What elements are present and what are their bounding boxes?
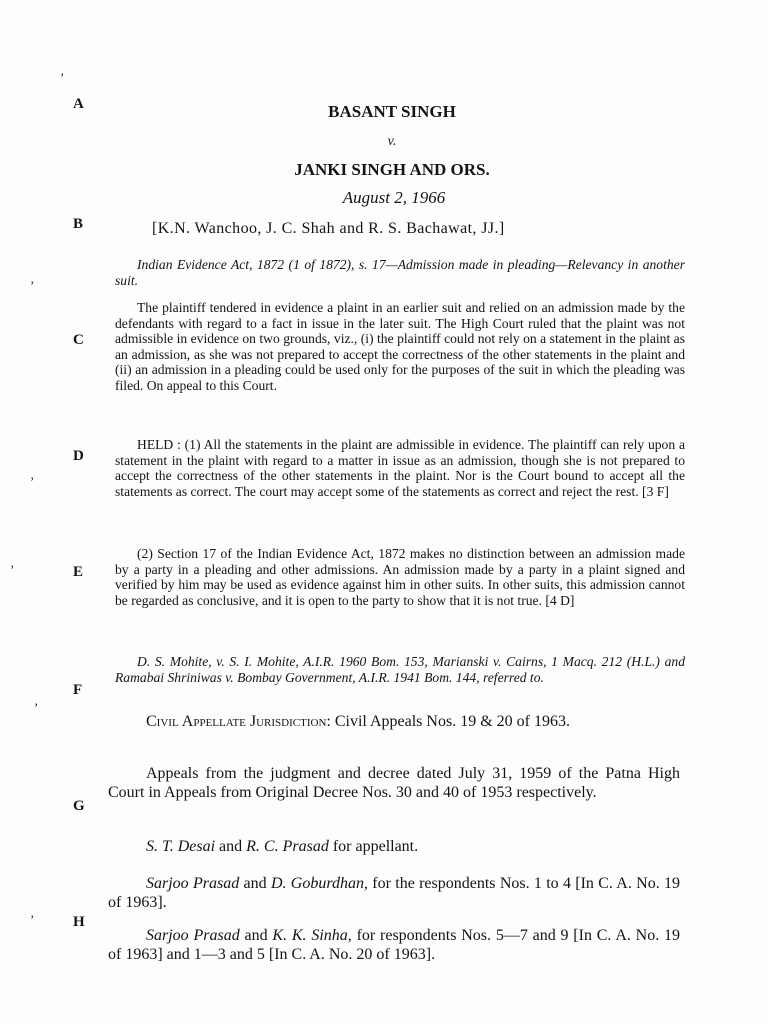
held-paragraph-2	[115, 546, 685, 608]
counsel-1-name-a: S. T. Desai	[146, 838, 216, 855]
margin-mark: ’	[30, 912, 35, 927]
margin-mark: ’	[30, 474, 35, 489]
counsel-2-name-a: Sarjoo Prasad	[146, 875, 240, 892]
margin-letter-h: H	[73, 914, 85, 930]
jurisdiction-text: : Civil Appeals Nos. 19 & 20 of 1963.	[326, 713, 570, 730]
counsel-appellant	[108, 838, 680, 857]
party-one: BASANT SINGH	[328, 102, 456, 121]
margin-letter-c: C	[73, 332, 84, 348]
margin-mark: ’	[34, 700, 39, 715]
counsel-1-name-b: R. C. Prasad	[246, 838, 329, 855]
margin-mark: ’	[10, 562, 15, 577]
margin-letter-b: B	[73, 216, 84, 232]
counsel-respondents-2	[108, 927, 680, 964]
counsel-3-name-a: Sarjoo Prasad	[146, 927, 240, 944]
margin-mark: ’	[30, 278, 35, 293]
margin-mark: ’	[60, 70, 65, 85]
margin-letter-g: G	[73, 798, 85, 814]
counsel-respondents-1	[108, 875, 680, 912]
margin-letter-e: E	[73, 564, 84, 580]
held-paragraph-1	[115, 437, 685, 499]
headnote	[115, 257, 685, 288]
versus: v.	[387, 134, 397, 149]
facts-paragraph	[115, 300, 685, 394]
jurisdiction-label: Civil Appellate Jurisdiction	[146, 713, 327, 730]
margin-letter-d: D	[73, 448, 84, 464]
held-1-text: HELD : (1) All the statements in the plaint are admissible in evidence. The plaintiff can rely upon a statement in the plaint with regard to a matter in issue as an admission, though she is not prepared to accept the correctness of the other statements in the plaint. Nor is the Court bound to accept all the statements as correct. The court may accept some of the statements as correct and reject the rest. [3 F]	[115, 437, 685, 499]
bench: [K.N. Wanchoo, J. C. Shah and R. S. Bachawat, JJ.]	[152, 220, 505, 237]
appeals-text: Appeals from the judgment and decree dated July 31, 1959 of the Patna High Court in Appeals from Original Decree Nos. 30 and 40 of 1953 respectively.	[108, 765, 680, 801]
appeals-paragraph	[108, 765, 680, 802]
held-2-text: (2) Section 17 of the Indian Evidence Act, 1872 makes no distinction between an admission made by a party in a pleading and other admissions. An admission made by a party in a plaint signed and verified by him may be used as evidence against him in other suits. In other suits, this admission cannot be regarded as conclusive, and it is open to the party to show that it is not true. [4 D]	[115, 546, 685, 608]
headnote-text: Indian Evidence Act, 1872 (1 of 1872), s. 17—Admission made in pleading—Relevancy in another suit.	[115, 257, 685, 288]
counsel-3-and: and	[244, 927, 268, 944]
decision-date: August 2, 1966	[342, 188, 446, 207]
cases-referred	[115, 654, 685, 685]
counsel-2-and: and	[243, 875, 267, 892]
counsel-3-for: for respondents Nos. 5—7 and 9 [In C. A. No. 19 of 1963] and 1—3 and 5 [In C. A. No. 20 of 1963].	[108, 927, 681, 963]
counsel-1-and: and	[219, 838, 243, 855]
jurisdiction-paragraph	[108, 713, 680, 732]
margin-letter-a: A	[73, 96, 84, 112]
cases-text: D. S. Mohite, v. S. I. Mohite, A.I.R. 1960 Bom. 153, Marianski v. Cairns, 1 Macq. 212 (H.L.) and Ramabai Shriniwas v. Bombay Government, A.I.R. 1941 Bom. 144, referred to.	[115, 654, 685, 685]
facts-text: The plaintiff tendered in evidence a plaint in an earlier suit and relied on an admission made by the defendants with regard to a fact in issue in the later suit. The High Court ruled that the plaint was not admissible in evidence on two grounds, viz., (i) the plaintiff could not rely on a statement in the plaint as an admission, as she was not prepared to accept the correctness of the other statements in the plaint and (ii) an admission in a pleading could be used only for the purposes of the suit in which the pleading was filed. On appeal to this Court.	[115, 300, 685, 393]
counsel-3-name-b: K. K. Sinha,	[272, 927, 352, 944]
counsel-2-for: for the respondents Nos. 1 to 4 [In C. A. No. 19 of 1963].	[108, 875, 681, 911]
counsel-2-name-b: D. Goburdhan,	[270, 875, 368, 892]
counsel-1-for: for appellant.	[332, 838, 419, 855]
party-two: JANKI SINGH AND ORS.	[294, 160, 490, 179]
margin-letter-f: F	[73, 682, 83, 698]
